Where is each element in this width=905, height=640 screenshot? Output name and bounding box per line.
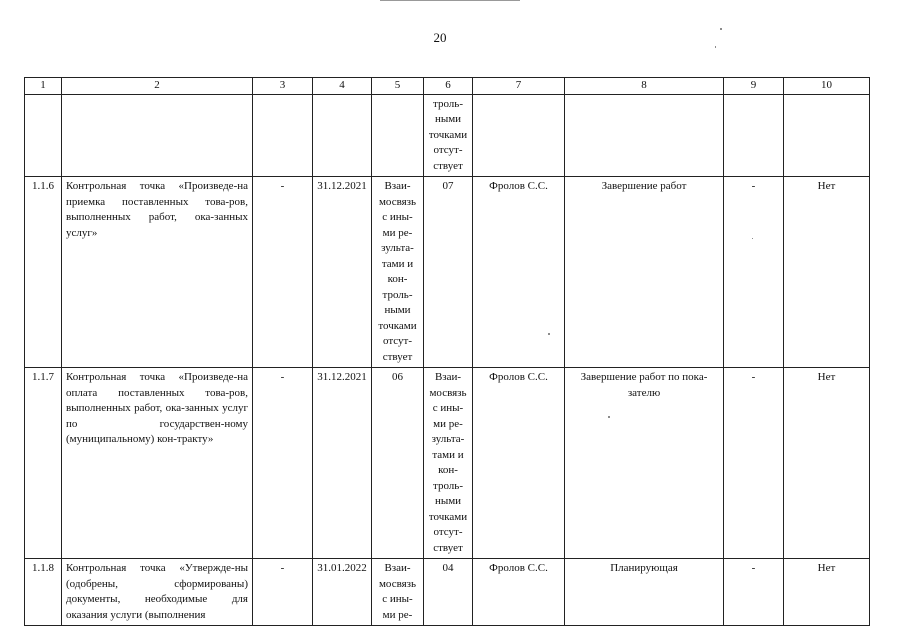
cell-col6: 04 bbox=[424, 559, 473, 626]
cell-number: 1.1.7 bbox=[25, 368, 62, 559]
cell-date: 31.01.2022 bbox=[313, 559, 372, 626]
cell-col10 bbox=[784, 94, 870, 177]
scan-speck bbox=[752, 238, 753, 239]
cell-col10: Нет bbox=[784, 177, 870, 368]
cell-responsible bbox=[473, 94, 565, 177]
cell-name: Контрольная точка «Утвержде-ны (одобрены, сформированы) документы, необходимые для оказания услуги (выполнения bbox=[62, 559, 253, 626]
scan-speck bbox=[608, 416, 610, 418]
cell-col5 bbox=[372, 94, 424, 177]
cell-col6: троль- ными точками отсут- ствует bbox=[424, 94, 473, 177]
cell-col9: - bbox=[724, 177, 784, 368]
cell-col6: Взаи- мосвязь с ины- ми ре- зульта- тами и кон- троль- ными точками отсут- ствует bbox=[424, 368, 473, 559]
cell-type: Планирующая bbox=[565, 559, 724, 626]
cell-col5: Взаи- мосвязь с ины- ми ре- зульта- тами и кон- троль- ными точками отсут- ствует bbox=[372, 177, 424, 368]
table-row bbox=[25, 559, 870, 626]
cell-date: 31.12.2021 bbox=[313, 368, 372, 559]
header-cell: 1 bbox=[25, 78, 62, 95]
cell-number bbox=[25, 94, 62, 177]
table-row bbox=[25, 177, 870, 368]
cell-responsible: Фролов С.С. bbox=[473, 368, 565, 559]
header-cell: 6 bbox=[424, 78, 473, 95]
cell-col3: - bbox=[253, 559, 313, 626]
scan-speck bbox=[548, 333, 550, 335]
cell-responsible: Фролов С.С. bbox=[473, 559, 565, 626]
cell-name: Контрольная точка «Произведе-на оплата поставленных това-ров, выполненных работ, ока-занных услуг по государствен-ному (муниципальному) кон-тракту» bbox=[62, 368, 253, 559]
table-row bbox=[25, 94, 870, 177]
header-cell: 10 bbox=[784, 78, 870, 95]
header-row bbox=[25, 78, 870, 95]
cell-col9: - bbox=[724, 368, 784, 559]
cell-col10: Нет bbox=[784, 368, 870, 559]
cell-col3: - bbox=[253, 177, 313, 368]
cell-col10: Нет bbox=[784, 559, 870, 626]
cell-col3 bbox=[253, 94, 313, 177]
cell-name: Контрольная точка «Произведе-на приемка поставленных това-ров, выполненных работ, ока-занных услуг» bbox=[62, 177, 253, 368]
table-row bbox=[25, 368, 870, 559]
page-number: 20 bbox=[433, 30, 447, 45]
cell-type bbox=[565, 94, 724, 177]
cell-responsible: Фролов С.С. bbox=[473, 177, 565, 368]
cell-name bbox=[62, 94, 253, 177]
scan-speck bbox=[720, 28, 722, 30]
cell-col6: 07 bbox=[424, 177, 473, 368]
cell-col9 bbox=[724, 94, 784, 177]
cell-col5: 06 bbox=[372, 368, 424, 559]
header-cell: 9 bbox=[724, 78, 784, 95]
header-cell: 2 bbox=[62, 78, 253, 95]
scan-edge-line bbox=[380, 0, 520, 1]
cell-type: Завершение работ по пока- зателю bbox=[565, 368, 724, 559]
cell-date bbox=[313, 94, 372, 177]
header-cell: 4 bbox=[313, 78, 372, 95]
header-cell: 3 bbox=[253, 78, 313, 95]
cell-col3: - bbox=[253, 368, 313, 559]
cell-number: 1.1.6 bbox=[25, 177, 62, 368]
cell-col5: Взаи- мосвязь с ины- ми ре- bbox=[372, 559, 424, 626]
cell-date: 31.12.2021 bbox=[313, 177, 372, 368]
header-cell: 8 bbox=[565, 78, 724, 95]
cell-number: 1.1.8 bbox=[25, 559, 62, 626]
header-cell: 7 bbox=[473, 78, 565, 95]
header-cell: 5 bbox=[372, 78, 424, 95]
scan-speck bbox=[715, 46, 716, 48]
cell-type: Завершение работ bbox=[565, 177, 724, 368]
document-table bbox=[24, 77, 870, 626]
cell-col9: - bbox=[724, 559, 784, 626]
